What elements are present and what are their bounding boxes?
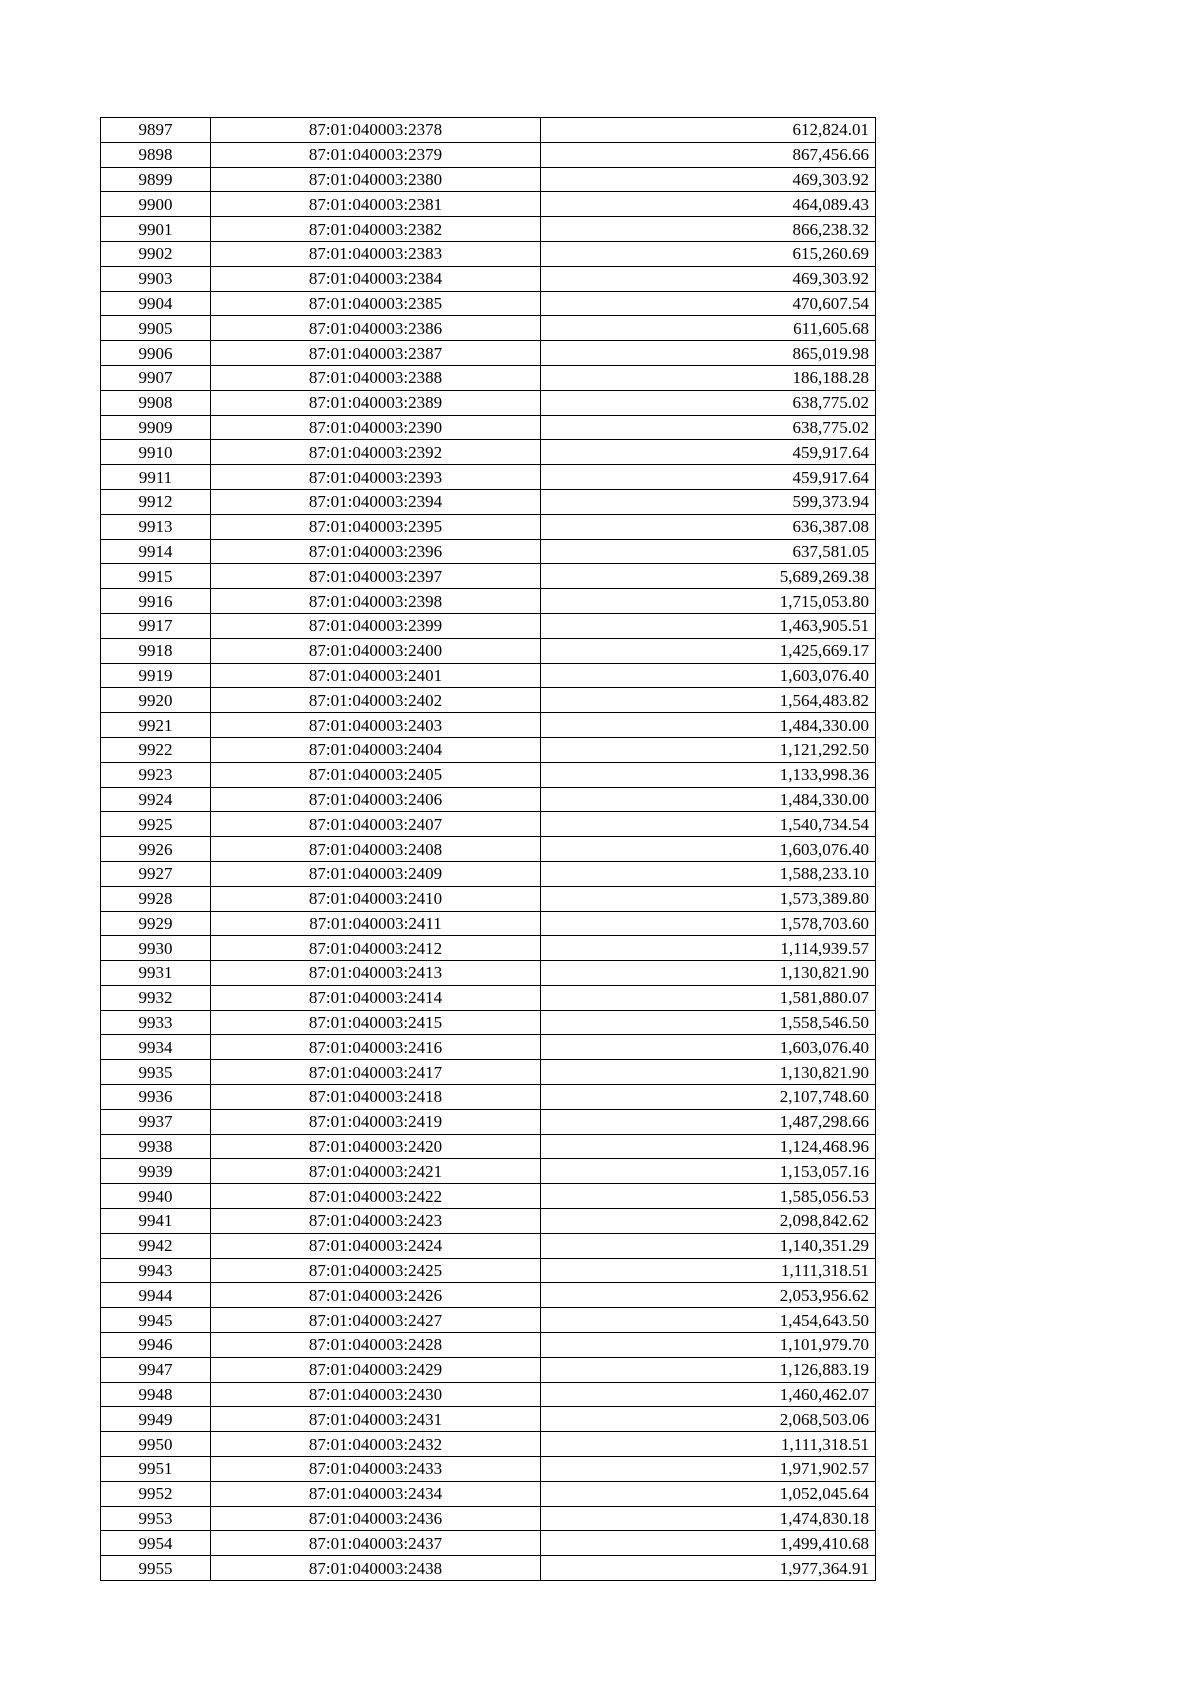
cadastral-number-cell: 87:01:040003:2397 [211,564,541,589]
table-row [101,1060,876,1085]
value-cell: 2,107,748.60 [541,1085,876,1110]
table-row [101,341,876,366]
value-cell: 1,564,483.82 [541,688,876,713]
value-cell: 459,917.64 [541,440,876,465]
row-number-cell: 9952 [101,1481,211,1506]
table-row [101,886,876,911]
cadastral-number-cell: 87:01:040003:2423 [211,1209,541,1234]
row-number-cell: 9925 [101,812,211,837]
row-number-cell: 9919 [101,663,211,688]
row-number-cell: 9924 [101,787,211,812]
table-row [101,465,876,490]
value-cell: 638,775.02 [541,415,876,440]
cadastral-number-cell: 87:01:040003:2424 [211,1233,541,1258]
table-row [101,589,876,614]
value-cell: 1,454,643.50 [541,1308,876,1333]
cadastral-number-cell: 87:01:040003:2436 [211,1506,541,1531]
table-row [101,638,876,663]
value-cell: 615,260.69 [541,241,876,266]
row-number-cell: 9935 [101,1060,211,1085]
value-cell: 1,588,233.10 [541,861,876,886]
value-cell: 1,130,821.90 [541,1060,876,1085]
table-row [101,1085,876,1110]
value-cell: 2,053,956.62 [541,1283,876,1308]
row-number-cell: 9916 [101,589,211,614]
cadastral-number-cell: 87:01:040003:2396 [211,539,541,564]
value-cell: 1,474,830.18 [541,1506,876,1531]
table-row [101,118,876,143]
table-row [101,415,876,440]
cadastral-number-cell: 87:01:040003:2406 [211,787,541,812]
table-row [101,167,876,192]
cadastral-number-cell: 87:01:040003:2408 [211,837,541,862]
table-row [101,737,876,762]
row-number-cell: 9915 [101,564,211,589]
cadastral-number-cell: 87:01:040003:2403 [211,713,541,738]
table-row [101,241,876,266]
cadastral-number-cell: 87:01:040003:2402 [211,688,541,713]
row-number-cell: 9900 [101,192,211,217]
value-cell: 1,425,669.17 [541,638,876,663]
table-row [101,688,876,713]
table-row [101,1134,876,1159]
row-number-cell: 9908 [101,390,211,415]
value-cell: 1,971,902.57 [541,1457,876,1482]
row-number-cell: 9917 [101,613,211,638]
value-cell: 599,373.94 [541,489,876,514]
value-cell: 2,098,842.62 [541,1209,876,1234]
cadastral-number-cell: 87:01:040003:2432 [211,1432,541,1457]
row-number-cell: 9938 [101,1134,211,1159]
value-cell: 1,052,045.64 [541,1481,876,1506]
row-number-cell: 9932 [101,985,211,1010]
cadastral-value-table [100,117,876,1581]
table-row [101,217,876,242]
table-row [101,812,876,837]
table-row [101,1407,876,1432]
row-number-cell: 9912 [101,489,211,514]
row-number-cell: 9934 [101,1035,211,1060]
row-number-cell: 9909 [101,415,211,440]
table-row [101,936,876,961]
cadastral-number-cell: 87:01:040003:2429 [211,1357,541,1382]
cadastral-number-cell: 87:01:040003:2380 [211,167,541,192]
table-row [101,1531,876,1556]
table-row [101,1308,876,1333]
value-cell: 1,111,318.51 [541,1432,876,1457]
value-cell: 637,581.05 [541,539,876,564]
cadastral-number-cell: 87:01:040003:2389 [211,390,541,415]
table-row [101,1109,876,1134]
row-number-cell: 9914 [101,539,211,564]
cadastral-number-cell: 87:01:040003:2386 [211,316,541,341]
value-cell: 865,019.98 [541,341,876,366]
row-number-cell: 9930 [101,936,211,961]
cadastral-number-cell: 87:01:040003:2413 [211,961,541,986]
cadastral-number-cell: 87:01:040003:2401 [211,663,541,688]
cadastral-number-cell: 87:01:040003:2434 [211,1481,541,1506]
table-row [101,1481,876,1506]
cadastral-number-cell: 87:01:040003:2416 [211,1035,541,1060]
row-number-cell: 9911 [101,465,211,490]
cadastral-number-cell: 87:01:040003:2438 [211,1556,541,1581]
row-number-cell: 9913 [101,514,211,539]
row-number-cell: 9898 [101,142,211,167]
table-row [101,1010,876,1035]
table-row [101,142,876,167]
value-cell: 186,188.28 [541,365,876,390]
row-number-cell: 9920 [101,688,211,713]
row-number-cell: 9942 [101,1233,211,1258]
row-number-cell: 9918 [101,638,211,663]
value-cell: 1,499,410.68 [541,1531,876,1556]
value-cell: 5,689,269.38 [541,564,876,589]
row-number-cell: 9948 [101,1382,211,1407]
row-number-cell: 9937 [101,1109,211,1134]
value-cell: 1,487,298.66 [541,1109,876,1134]
table-body [101,118,876,1581]
value-cell: 1,133,998.36 [541,762,876,787]
table-row [101,713,876,738]
cadastral-number-cell: 87:01:040003:2398 [211,589,541,614]
value-cell: 1,126,883.19 [541,1357,876,1382]
cadastral-number-cell: 87:01:040003:2400 [211,638,541,663]
table-row [101,440,876,465]
table-row [101,266,876,291]
cadastral-number-cell: 87:01:040003:2415 [211,1010,541,1035]
table-row [101,539,876,564]
table-row [101,390,876,415]
row-number-cell: 9928 [101,886,211,911]
row-number-cell: 9941 [101,1209,211,1234]
value-cell: 1,603,076.40 [541,1035,876,1060]
row-number-cell: 9953 [101,1506,211,1531]
cadastral-number-cell: 87:01:040003:2410 [211,886,541,911]
row-number-cell: 9904 [101,291,211,316]
row-number-cell: 9926 [101,837,211,862]
value-cell: 464,089.43 [541,192,876,217]
cadastral-number-cell: 87:01:040003:2411 [211,911,541,936]
table-row [101,613,876,638]
row-number-cell: 9947 [101,1357,211,1382]
row-number-cell: 9910 [101,440,211,465]
table-row [101,192,876,217]
row-number-cell: 9897 [101,118,211,143]
row-number-cell: 9945 [101,1308,211,1333]
value-cell: 1,581,880.07 [541,985,876,1010]
row-number-cell: 9899 [101,167,211,192]
table-row [101,1556,876,1581]
table-row [101,861,876,886]
value-cell: 469,303.92 [541,167,876,192]
row-number-cell: 9906 [101,341,211,366]
cadastral-number-cell: 87:01:040003:2394 [211,489,541,514]
value-cell: 1,558,546.50 [541,1010,876,1035]
value-cell: 1,121,292.50 [541,737,876,762]
table-row [101,1506,876,1531]
cadastral-number-cell: 87:01:040003:2393 [211,465,541,490]
cadastral-number-cell: 87:01:040003:2388 [211,365,541,390]
cadastral-number-cell: 87:01:040003:2378 [211,118,541,143]
value-cell: 1,540,734.54 [541,812,876,837]
row-number-cell: 9940 [101,1184,211,1209]
row-number-cell: 9929 [101,911,211,936]
table-row [101,1382,876,1407]
row-number-cell: 9946 [101,1333,211,1358]
row-number-cell: 9951 [101,1457,211,1482]
table-row [101,787,876,812]
cadastral-number-cell: 87:01:040003:2422 [211,1184,541,1209]
table-row [101,316,876,341]
value-cell: 611,605.68 [541,316,876,341]
cadastral-number-cell: 87:01:040003:2409 [211,861,541,886]
table-row [101,961,876,986]
value-cell: 1,460,462.07 [541,1382,876,1407]
table-row [101,911,876,936]
cadastral-number-cell: 87:01:040003:2430 [211,1382,541,1407]
table-row [101,663,876,688]
cadastral-number-cell: 87:01:040003:2399 [211,613,541,638]
row-number-cell: 9923 [101,762,211,787]
value-cell: 2,068,503.06 [541,1407,876,1432]
table-row [101,564,876,589]
table-row [101,1333,876,1358]
row-number-cell: 9943 [101,1258,211,1283]
cadastral-number-cell: 87:01:040003:2420 [211,1134,541,1159]
row-number-cell: 9939 [101,1159,211,1184]
value-cell: 459,917.64 [541,465,876,490]
table-row [101,762,876,787]
row-number-cell: 9933 [101,1010,211,1035]
value-cell: 1,140,351.29 [541,1233,876,1258]
table-row [101,1258,876,1283]
row-number-cell: 9955 [101,1556,211,1581]
value-cell: 636,387.08 [541,514,876,539]
table-row [101,1233,876,1258]
row-number-cell: 9905 [101,316,211,341]
value-cell: 1,484,330.00 [541,713,876,738]
table-row [101,1432,876,1457]
row-number-cell: 9907 [101,365,211,390]
cadastral-number-cell: 87:01:040003:2383 [211,241,541,266]
cadastral-number-cell: 87:01:040003:2419 [211,1109,541,1134]
row-number-cell: 9901 [101,217,211,242]
value-cell: 1,603,076.40 [541,837,876,862]
table-row [101,1159,876,1184]
cadastral-number-cell: 87:01:040003:2417 [211,1060,541,1085]
table-row [101,985,876,1010]
table-row [101,1457,876,1482]
value-cell: 1,977,364.91 [541,1556,876,1581]
value-cell: 1,153,057.16 [541,1159,876,1184]
value-cell: 469,303.92 [541,266,876,291]
value-cell: 638,775.02 [541,390,876,415]
cadastral-number-cell: 87:01:040003:2426 [211,1283,541,1308]
row-number-cell: 9954 [101,1531,211,1556]
cadastral-number-cell: 87:01:040003:2428 [211,1333,541,1358]
table-row [101,1184,876,1209]
cadastral-number-cell: 87:01:040003:2437 [211,1531,541,1556]
row-number-cell: 9927 [101,861,211,886]
cadastral-number-cell: 87:01:040003:2407 [211,812,541,837]
value-cell: 1,463,905.51 [541,613,876,638]
value-cell: 1,114,939.57 [541,936,876,961]
table-row [101,365,876,390]
cadastral-number-cell: 87:01:040003:2414 [211,985,541,1010]
value-cell: 1,124,468.96 [541,1134,876,1159]
value-cell: 1,715,053.80 [541,589,876,614]
value-cell: 1,484,330.00 [541,787,876,812]
value-cell: 866,238.32 [541,217,876,242]
cadastral-number-cell: 87:01:040003:2390 [211,415,541,440]
cadastral-number-cell: 87:01:040003:2384 [211,266,541,291]
cadastral-number-cell: 87:01:040003:2412 [211,936,541,961]
table-row [101,489,876,514]
row-number-cell: 9949 [101,1407,211,1432]
cadastral-number-cell: 87:01:040003:2433 [211,1457,541,1482]
row-number-cell: 9921 [101,713,211,738]
value-cell: 612,824.01 [541,118,876,143]
cadastral-number-cell: 87:01:040003:2418 [211,1085,541,1110]
value-cell: 867,456.66 [541,142,876,167]
cadastral-number-cell: 87:01:040003:2431 [211,1407,541,1432]
row-number-cell: 9922 [101,737,211,762]
row-number-cell: 9944 [101,1283,211,1308]
cadastral-number-cell: 87:01:040003:2404 [211,737,541,762]
table-row [101,1283,876,1308]
table-row [101,1209,876,1234]
cadastral-number-cell: 87:01:040003:2382 [211,217,541,242]
table-row [101,1035,876,1060]
table-row [101,291,876,316]
cadastral-number-cell: 87:01:040003:2395 [211,514,541,539]
row-number-cell: 9931 [101,961,211,986]
row-number-cell: 9936 [101,1085,211,1110]
cadastral-number-cell: 87:01:040003:2421 [211,1159,541,1184]
cadastral-number-cell: 87:01:040003:2427 [211,1308,541,1333]
cadastral-number-cell: 87:01:040003:2385 [211,291,541,316]
value-cell: 1,578,703.60 [541,911,876,936]
cadastral-number-cell: 87:01:040003:2425 [211,1258,541,1283]
value-cell: 1,603,076.40 [541,663,876,688]
cadastral-number-cell: 87:01:040003:2387 [211,341,541,366]
row-number-cell: 9950 [101,1432,211,1457]
table-row [101,514,876,539]
value-cell: 470,607.54 [541,291,876,316]
value-cell: 1,585,056.53 [541,1184,876,1209]
cadastral-number-cell: 87:01:040003:2405 [211,762,541,787]
cadastral-number-cell: 87:01:040003:2381 [211,192,541,217]
table-row [101,837,876,862]
value-cell: 1,573,389.80 [541,886,876,911]
value-cell: 1,101,979.70 [541,1333,876,1358]
row-number-cell: 9903 [101,266,211,291]
cadastral-number-cell: 87:01:040003:2379 [211,142,541,167]
row-number-cell: 9902 [101,241,211,266]
table-row [101,1357,876,1382]
value-cell: 1,130,821.90 [541,961,876,986]
value-cell: 1,111,318.51 [541,1258,876,1283]
cadastral-number-cell: 87:01:040003:2392 [211,440,541,465]
